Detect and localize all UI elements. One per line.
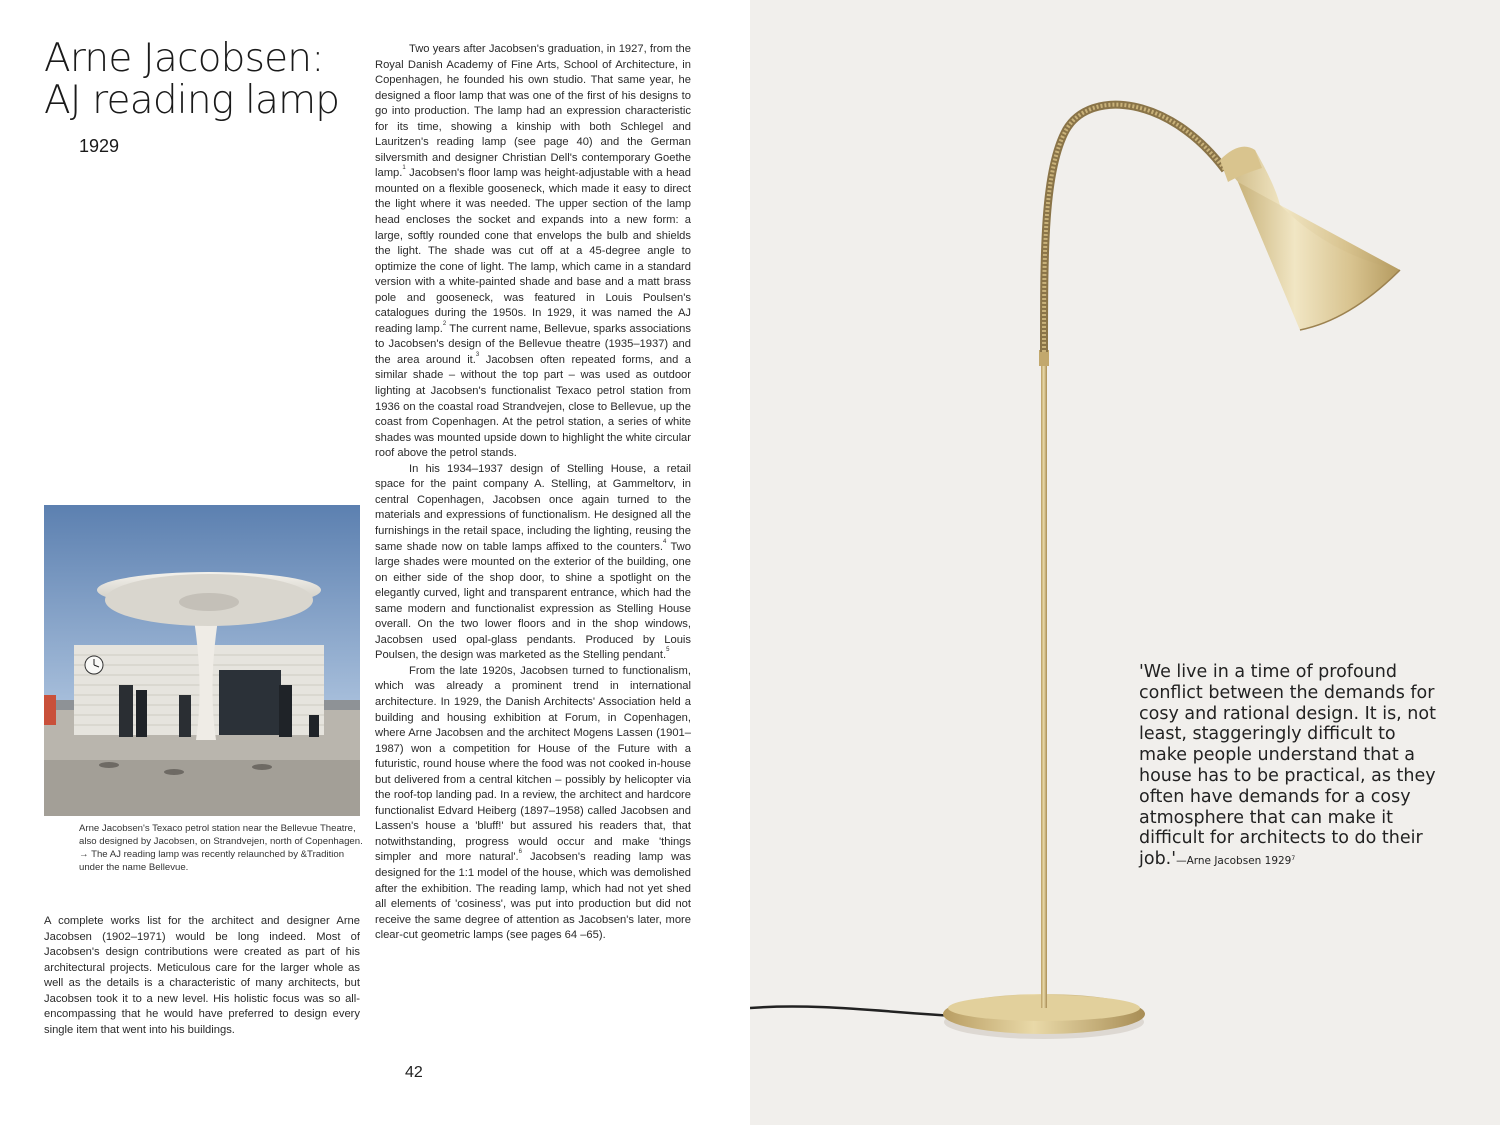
footnote-marker: 2 xyxy=(442,320,447,327)
texaco-station-photo xyxy=(44,505,360,816)
design-year: 1929 xyxy=(79,136,120,156)
pull-quote xyxy=(1139,662,1449,872)
footnote-marker: 4 xyxy=(662,538,667,545)
caption-line-1: Arne Jacobsen's Texaco petrol station near the Bellevue Theatre, also designed by Jacobsen, on Strandvejen, north of Copenhagen. xyxy=(79,823,363,847)
footnote-marker: 7 xyxy=(1291,855,1296,863)
intro-paragraph: A complete works list for the architect and designer Arne Jacobsen (1902–1971) would be long indeed. Most of Jacobsen's design contributions were created as part of his architectural projects. Meticulous care for the larger whole as well as the details is a characteristic of many architects, but Jacobsen took it to a new level. His holistic focus was so all-encompassing that he would have preferred to design every single item that went into his buildings. xyxy=(44,915,360,1036)
body-paragraph-2: In his 1934–1937 design of Stelling House, a retail space for the paint company A. Stelling, at Gammeltorv, in central Copenhagen, Jacobsen once again turned to the materials and expressions of functionalism. He designed all the furnishings in the retail space, including the lighting, reusing the same shade now on table lamps affixed to the counters.$^4$ Two large shades were mounted on the exterior of the building, one on either side of the shop door, to shine a spotlight on the elegantly curved, light and transparent entrance, which had the same modern and functionalist expression as Stelling House overall. On the two lower floors and in the shop windows, Jacobsen used opal-glass pendants. Produced by Louis Poulsen, the design was marketed as the Stelling pendant.$^5$ xyxy=(375,462,691,662)
lamp-photo xyxy=(750,0,1500,1125)
body-paragraph-1: Two years after Jacobsen's graduation, in 1927, from the Royal Danish Academy of Fine Arts, School of Architecture, in Copenhagen, he founded his own studio. That same year, he designed a floor lamp that was one of the first of his designs to go into production. The lamp had an expression characteristic for its time, showing a kinship with both Schlegel and Lauritzen's reading lamp (see page 40) and the German silversmith and designer Christian Dell's contemporary Goethe lamp.$^1$ Jacobsen's floor lamp was height-adjustable with a head mounted on a flexible gooseneck, which made it easy to direct the light where it was needed. The upper section of the lamp head encloses the socket and expands into a new form: a large, softly rounded cone that envelops the bulb and shields the light. The shade was cut off at a 45-degree angle to optimize the cone of light. The lamp, which came in a standard version with a white-painted shade and base and a matt brass pole and gooseneck, was featured in Louis Poulsen's catalogues during the 1950s. In 1929, it was named the AJ reading lamp.$^2$ The current name, Bellevue, sparks associations to Jacobsen's design of the Bellevue theatre (1935–1937) and the area around it.$^3$ Jacobsen often repeated forms, and a similar shade – without the top part – was used as outdoor lighting at Jacobsen's functionalist Texaco petrol station from 1936 on the coastal road Strandvejen, close to Bellevue, up the coast from Copenhagen. At the petrol station, a series of white shades was mounted upside down to highlight the white circular roof above the petrol stands. xyxy=(375,43,691,460)
footnote-marker: 6 xyxy=(518,849,522,856)
footnote-marker: 1 xyxy=(402,165,406,172)
page-number: 42 xyxy=(405,1064,423,1081)
caption-line-2: → The AJ reading lamp was recently relaunched by &Tradition under the name Bellevue. xyxy=(79,849,345,873)
quote-text: 'We live in a time of profound conflict between the demands for cosy and rational design. It is, not least, staggeringly difficult to make people understand that a house has to be practical, as they often have demands for a cosy atmosphere that can make it difficult for architects to do their job.' xyxy=(1139,662,1436,870)
page-title xyxy=(44,38,374,122)
photo-caption xyxy=(79,822,364,874)
title-line-1: Arne Jacobsen: xyxy=(44,36,324,81)
body-column xyxy=(375,42,691,944)
title-line-2: AJ reading lamp xyxy=(44,78,340,123)
quote-attribution: —Arne Jacobsen 1929 xyxy=(1176,855,1292,868)
footnote-marker: 5 xyxy=(666,647,670,654)
footnote-marker: 3 xyxy=(475,351,480,358)
body-paragraph-3: From the late 1920s, Jacobsen turned to functionalism, which was already a prominent trend in international architecture. In 1929, the Danish Architects' Association held a building and housing exhibition at Forum, in Copenhagen, where Arne Jacobsen and the architect Mogens Lassen (1901–1987) won a competition for House of the Future with a futuristic, round house where the food was not cooked in-house but delivered from a central kitchen – possibly by helicopter via the roof-top landing pad. In a review, the architect and hardcore functionalist Edvard Heiberg (1897–1958) called Jacobsen and Lassen's house a 'bluff!' but assured his readers that, that notwithstanding, progress would occur and make 'things simpler and more natural'.$^6$ Jacobsen's reading lamp was designed for the 1:1 model of the house, which was demolished after the exhibition. The reading lamp, which had not yet shed all elements of 'cosiness', was put into production but did not receive the same degree of attention as Jacobsen's later, more clear-cut geometric lamps (see pages 64 –65). xyxy=(375,664,691,942)
